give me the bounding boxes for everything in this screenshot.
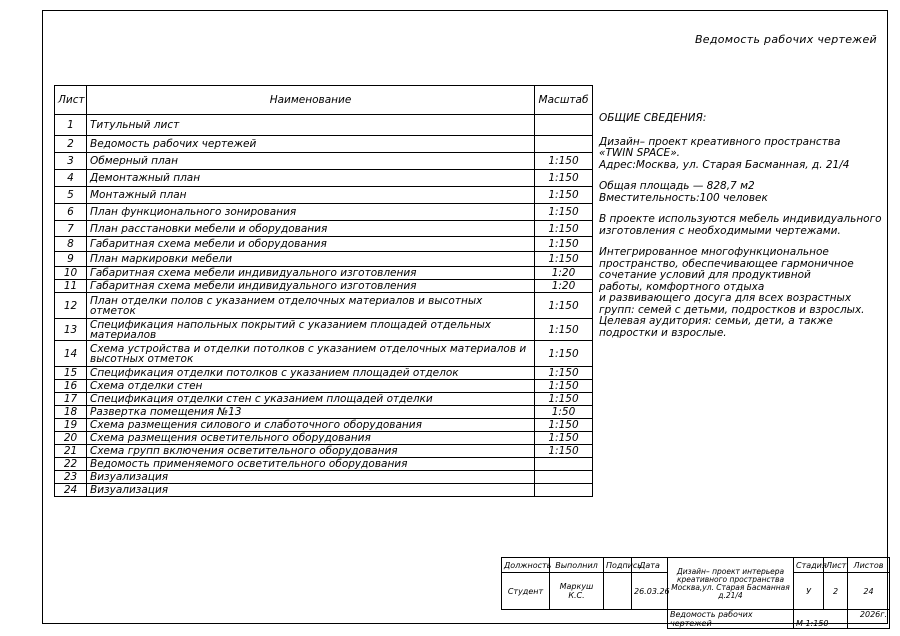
table-row — [55, 170, 593, 187]
stamp-header-date: Дата — [632, 558, 668, 573]
row-sheet-number: 6 — [55, 204, 87, 221]
table-row — [55, 458, 593, 471]
row-scale: 1:150 — [535, 170, 593, 187]
info-line: пространство, обеспечивающее гармоничное — [599, 257, 854, 270]
row-sheet-number: 19 — [55, 419, 87, 432]
stamp-header-performed: Выполнил — [550, 558, 604, 573]
row-drawing-name: Габаритная схема мебели и оборудования — [87, 237, 535, 252]
row-drawing-name: Габаритная схема мебели индивидуального изготовления — [87, 267, 535, 280]
row-sheet-number: 10 — [55, 267, 87, 280]
table-row — [55, 267, 593, 280]
row-drawing-name: Монтажный план — [87, 187, 535, 204]
row-sheet-number: 7 — [55, 221, 87, 237]
row-scale — [535, 484, 593, 497]
info-line: Вместительность:100 человек — [599, 191, 768, 204]
row-drawing-name: Ведомость рабочих чертежей — [87, 136, 535, 153]
row-sheet-number: 21 — [55, 445, 87, 458]
row-drawing-name: Визуализация — [87, 484, 535, 497]
row-sheet-number: 16 — [55, 380, 87, 393]
row-drawing-name: Обмерный план — [87, 153, 535, 170]
row-scale: 1:150 — [535, 293, 593, 319]
row-drawing-name: Визуализация — [87, 471, 535, 484]
table-row — [55, 341, 593, 367]
table-row — [55, 115, 593, 136]
info-line: сочетание условий для продуктивной — [599, 269, 811, 281]
row-drawing-name: Ведомость применяемого осветительного оборудования — [87, 458, 535, 471]
info-line: и развивающего досуга для всех возрастных — [599, 292, 852, 304]
row-drawing-name: План отделки полов с указанием отделочных материалов и высотных отметок — [87, 293, 535, 319]
table-row — [55, 406, 593, 419]
row-drawing-name: Схема размещения силового и слаботочного оборудования — [87, 419, 535, 432]
table-row — [55, 419, 593, 432]
row-scale: 1:150 — [535, 367, 593, 380]
row-sheet-number: 1 — [55, 115, 87, 136]
row-drawing-name: План функционального зонирования — [87, 204, 535, 221]
row-drawing-name: Схема отделки стен — [87, 380, 535, 393]
table-row — [55, 252, 593, 267]
row-sheet-number: 13 — [55, 319, 87, 341]
row-scale: 1:150 — [535, 187, 593, 204]
info-line: «TWIN SPACE». — [599, 147, 681, 159]
table-row — [55, 153, 593, 170]
info-line: В проекте используются мебель индивидуального — [599, 213, 882, 225]
stamp-sheet: 2 — [824, 573, 848, 610]
row-sheet-number: 24 — [55, 484, 87, 497]
col-header-name: Наименование — [87, 86, 535, 115]
row-scale: 1:20 — [535, 267, 593, 280]
row-sheet-number: 22 — [55, 458, 87, 471]
row-scale: 1:150 — [535, 432, 593, 445]
row-sheet-number: 23 — [55, 471, 87, 484]
row-scale: 1:150 — [535, 237, 593, 252]
col-header-sheet: Лист — [55, 86, 87, 115]
stamp-doc-title: Ведомость рабочих чертежей — [668, 610, 794, 629]
info-line: Адрес:Москва, ул. Старая Басманная, д. 21/4 — [599, 158, 850, 171]
row-drawing-name: Спецификация отделки потолков с указанием площадей отделок — [87, 367, 535, 380]
stamp-header-position: Должность — [502, 558, 550, 573]
drawings-table-header — [55, 86, 593, 115]
row-scale — [535, 471, 593, 484]
row-sheet-number: 12 — [55, 293, 87, 319]
row-scale: 1:150 — [535, 393, 593, 406]
general-info-title: ОБЩИЕ СВЕДЕНИЯ: — [599, 112, 707, 124]
table-row — [55, 293, 593, 319]
table-row — [55, 380, 593, 393]
stamp-position: Студент — [502, 573, 550, 610]
table-row — [55, 484, 593, 497]
row-scale: 1:150 — [535, 221, 593, 237]
general-info — [599, 113, 889, 339]
row-scale: 1:50 — [535, 406, 593, 419]
stamp-header-sheet: Лист — [824, 558, 848, 573]
row-sheet-number: 9 — [55, 252, 87, 267]
row-drawing-name: Схема размещения осветительного оборудования — [87, 432, 535, 445]
row-scale — [535, 136, 593, 153]
row-drawing-name: Развертка помещения №13 — [87, 406, 535, 419]
stamp-year: 2026г. — [848, 610, 890, 629]
info-line: Общая площадь — 828,7 м2 — [599, 180, 755, 192]
row-drawing-name: Схема групп включения осветительного оборудования — [87, 445, 535, 458]
row-drawing-name: Схема устройства и отделки потолков с указанием отделочных материалов и высотных отметок — [87, 341, 535, 367]
info-line: Целевая аудитория: семьи, дети, а также — [599, 315, 833, 327]
row-sheet-number: 2 — [55, 136, 87, 153]
drawings-table — [54, 85, 593, 497]
info-line: работы, комфортного отдыха — [599, 280, 765, 293]
info-line: изготовления с необходимыми чертежами. — [599, 224, 841, 237]
stamp-sheets: 24 — [848, 573, 890, 610]
row-sheet-number: 14 — [55, 341, 87, 367]
row-drawing-name: Габаритная схема мебели индивидуального изготовления — [87, 280, 535, 293]
row-scale: 1:150 — [535, 252, 593, 267]
row-scale: 1:150 — [535, 445, 593, 458]
info-line: Дизайн– проект креативного пространства — [599, 135, 841, 148]
title-block — [501, 557, 890, 629]
row-scale — [535, 115, 593, 136]
col-header-scale: Масштаб — [535, 86, 593, 115]
row-sheet-number: 11 — [55, 280, 87, 293]
table-row — [55, 319, 593, 341]
sheet-frame — [42, 10, 888, 628]
row-sheet-number: 18 — [55, 406, 87, 419]
row-scale: 1:150 — [535, 204, 593, 221]
table-row — [55, 367, 593, 380]
table-row — [55, 187, 593, 204]
stamp-scale: М 1:150 — [794, 610, 848, 629]
table-row — [55, 280, 593, 293]
sheet-header-title: Ведомость рабочих чертежей — [694, 33, 877, 46]
table-row — [55, 136, 593, 153]
table-row — [55, 204, 593, 221]
row-sheet-number: 4 — [55, 170, 87, 187]
row-sheet-number: 20 — [55, 432, 87, 445]
row-drawing-name: Титульный лист — [87, 115, 535, 136]
row-scale — [535, 458, 593, 471]
row-scale: 1:150 — [535, 419, 593, 432]
stamp-stage: У — [794, 573, 824, 610]
row-sheet-number: 15 — [55, 367, 87, 380]
table-row — [55, 471, 593, 484]
row-drawing-name: Спецификация отделки стен с указанием площадей отделки — [87, 393, 535, 406]
info-line: групп: семей с детьми, подростков и взрослых. — [599, 303, 865, 316]
row-sheet-number: 5 — [55, 187, 87, 204]
row-scale: 1:150 — [535, 319, 593, 341]
table-row — [55, 237, 593, 252]
row-scale: 1:20 — [535, 280, 593, 293]
stamp-date: 26.03.26 — [632, 573, 668, 610]
stamp-header-sheets: Листов — [848, 558, 890, 573]
stamp-signature — [604, 573, 632, 610]
row-drawing-name: Демонтажный план — [87, 170, 535, 187]
info-line: подростки и взрослые. — [599, 326, 727, 339]
info-line: Интегрированное многофункциональное — [599, 246, 829, 258]
row-scale: 1:150 — [535, 341, 593, 367]
table-row — [55, 393, 593, 406]
row-sheet-number: 17 — [55, 393, 87, 406]
row-drawing-name: Спецификация напольных покрытий с указанием площадей отдельных материалов — [87, 319, 535, 341]
stamp-header-stage: Стадия — [794, 558, 824, 573]
row-scale: 1:150 — [535, 153, 593, 170]
row-drawing-name: План расстановки мебели и оборудования — [87, 221, 535, 237]
row-drawing-name: План маркировки мебели — [87, 252, 535, 267]
stamp-performer: Маркуш К.С. — [550, 573, 604, 610]
stamp-header-signature: Подпись — [604, 558, 632, 573]
row-sheet-number: 3 — [55, 153, 87, 170]
row-scale: 1:150 — [535, 380, 593, 393]
stamp-project-name: Дизайн– проект интерьера креативного пространства Москва,ул. Старая Басманная д.21/4 — [668, 558, 794, 610]
row-sheet-number: 8 — [55, 237, 87, 252]
table-row — [55, 221, 593, 237]
table-row — [55, 432, 593, 445]
table-row — [55, 445, 593, 458]
